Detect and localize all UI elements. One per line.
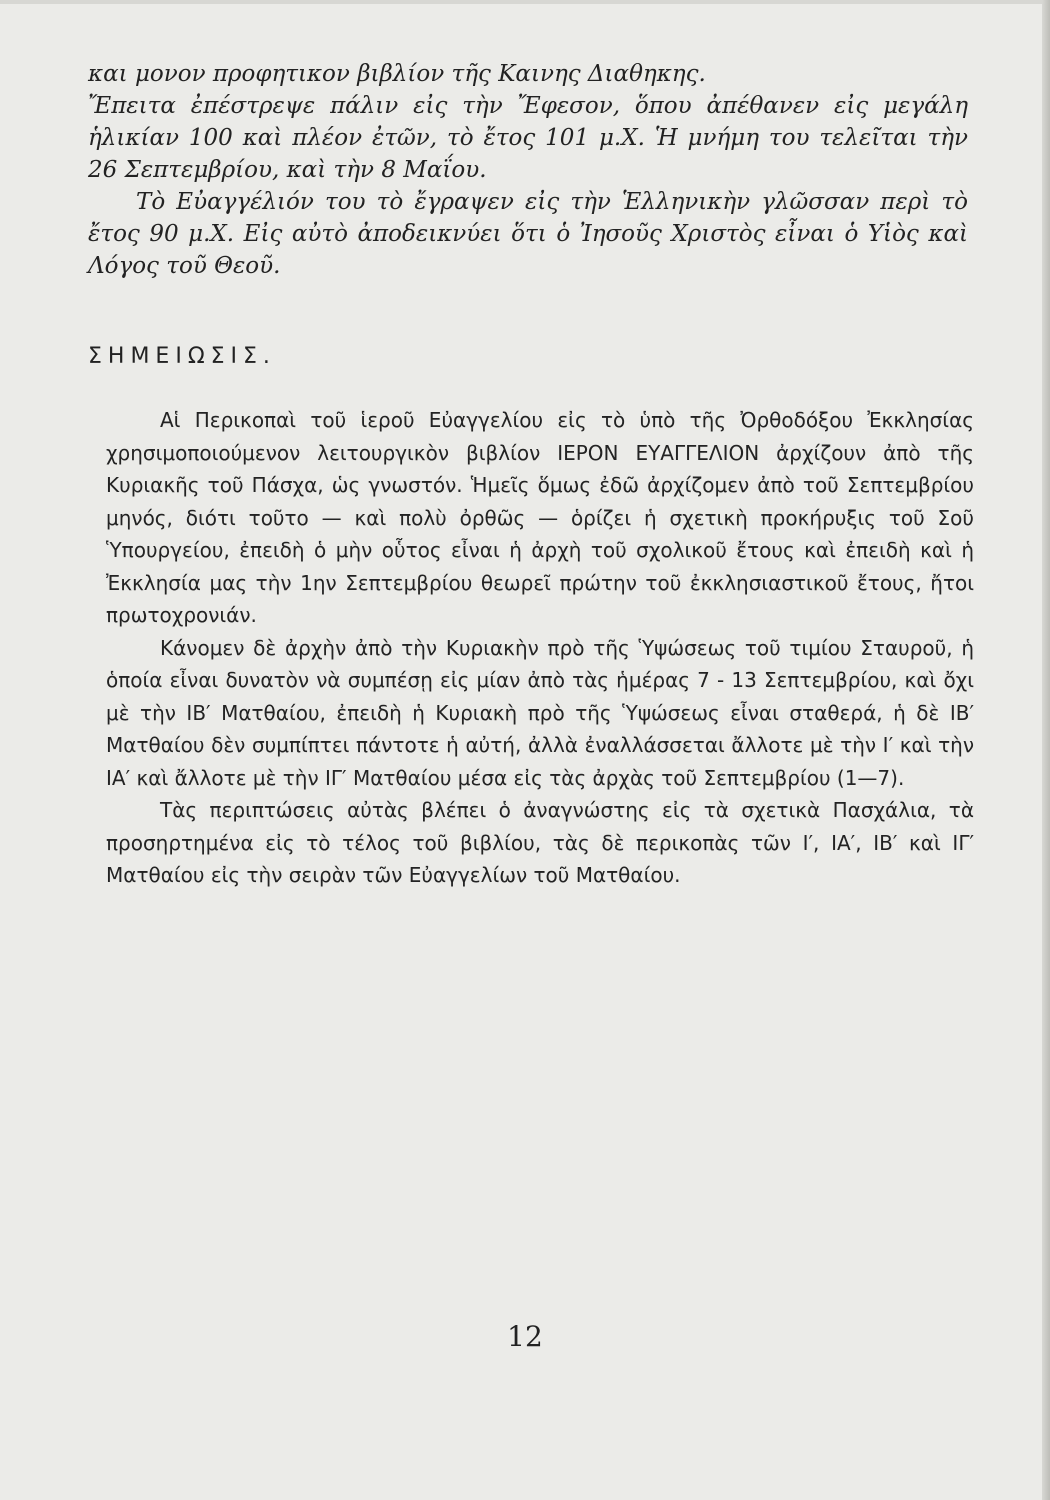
continued-line: και μονον προφητικον βιβλίον τῆς Καινης Διαθηκης. bbox=[88, 61, 706, 87]
paragraph-ephesus: Ἔπειτα ἐπέστρεψε πάλιν εἰς τὴν Ἔφεσον, ὅπου ἀπέθανεν εἰς μεγάλη ἡλικίαν 100 καὶ πλέον ἐτῶν, τὸ ἔτος 101 μ.Χ. Ἡ μνήμη του τελεῖται τὴν 26 Σεπτεμβρίου, καὶ τὴν 8 Μαΐου. bbox=[88, 93, 968, 183]
notes-paragraph-3: Τὰς περιπτώσεις αὐτὰς βλέπει ὁ ἀναγνώστης εἰς τὰ σχετικὰ Πασχάλια, τὰ προσηρτημένα εἰς τὸ τέλος τοῦ βιβλίου, τὰς δὲ περικοπὰς τῶν Ι′, ΙΑ′, ΙΒ′ καὶ ΙΓ′ Ματθαίου εἰς τὴν σειρὰν τῶν Εὐαγγελίων τοῦ Ματθαίου. bbox=[106, 798, 974, 887]
notes-paragraph-2: Κάνομεν δὲ ἀρχὴν ἀπὸ τὴν Κυριακὴν πρὸ τῆς Ὑψώσεως τοῦ τιμίου Σταυροῦ, ἡ ὁποία εἶναι δυνατὸν νὰ συμπέσῃ εἰς μίαν ἀπὸ τὰς ἡμέρας 7 - 13 Σεπτεμβρίου, καὶ ὄχι μὲ τὴν ΙΒ′ Ματθαίου, ἐπειδὴ ἡ Κυριακὴ πρὸ τῆς Ὑψώσεως εἶναι σταθερά, ἡ δὲ ΙΒ′ Ματθαίου δὲν συμπίπτει πάντοτε ἡ αὐτή, ἀλλὰ ἐναλλάσσεται ἄλλοτε μὲ τὴν Ι′ καὶ τὴν ΙΑ′ καὶ ἄλλοτε μὲ τὴν ΙΓ′ Ματθαίου μέσα εἰς τὰς ἀρχὰς τοῦ Σεπτεμβρίου (1—7). bbox=[106, 635, 974, 790]
page-top-edge bbox=[0, 0, 1050, 4]
notes-paragraph-1: Αἱ Περικοπαὶ τοῦ ἱεροῦ Εὐαγγελίου εἰς τὸ ὑπὸ τῆς Ὀρθοδόξου Ἐκκλησίας χρησιμοποιούμενον λειτουργικὸν βιβλίον ΙΕΡΟΝ ΕΥΑΓΓΕΛΙΟΝ ἀρχίζουν ἀπὸ τῆς Κυριακῆς τοῦ Πάσχα, ὡς γνωστόν. Ἡμεῖς ὅμως ἐδῶ ἀρχίζομεν ἀπὸ τοῦ Σεπτεμβρίου μηνός, διότι τοῦτο — καὶ πολὺ ὀρθῶς — ὁρίζει ἡ σχετικὴ προκήρυξις τοῦ Σοῦ Ὑπουργείου, ἐπειδὴ ὁ μὴν οὗτος εἶναι ἡ ἀρχὴ τοῦ σχολικοῦ ἔτους καὶ ἐπειδὴ καὶ ἡ Ἐκκλησία μας τὴν 1ην Σεπτεμβρίου θεωρεῖ πρώτην τοῦ ἐκκλησιαστικοῦ ἔτους, ἤτοι πρωτοχρονιάν. bbox=[106, 408, 974, 627]
paragraph-gospel: Τὸ Εὐαγγέλιόν του τὸ ἔγραψεν εἰς τὴν Ἑλληνικὴν γλῶσσαν περὶ τὸ ἔτος 90 μ.Χ. Εἰς αὐτὸ ἀποδεικνύει ὅτι ὁ Ἰησοῦς Χριστὸς εἶναι ὁ Υἱὸς καὶ Λόγος τοῦ Θεοῦ. bbox=[88, 189, 968, 279]
notes-heading: ΣΗΜΕΙΩΣΙΣ. bbox=[88, 344, 276, 369]
notes-body bbox=[106, 404, 974, 892]
italic-text-block bbox=[88, 58, 968, 282]
page-number: 12 bbox=[507, 1320, 543, 1353]
page-binding-edge bbox=[1042, 0, 1050, 1500]
